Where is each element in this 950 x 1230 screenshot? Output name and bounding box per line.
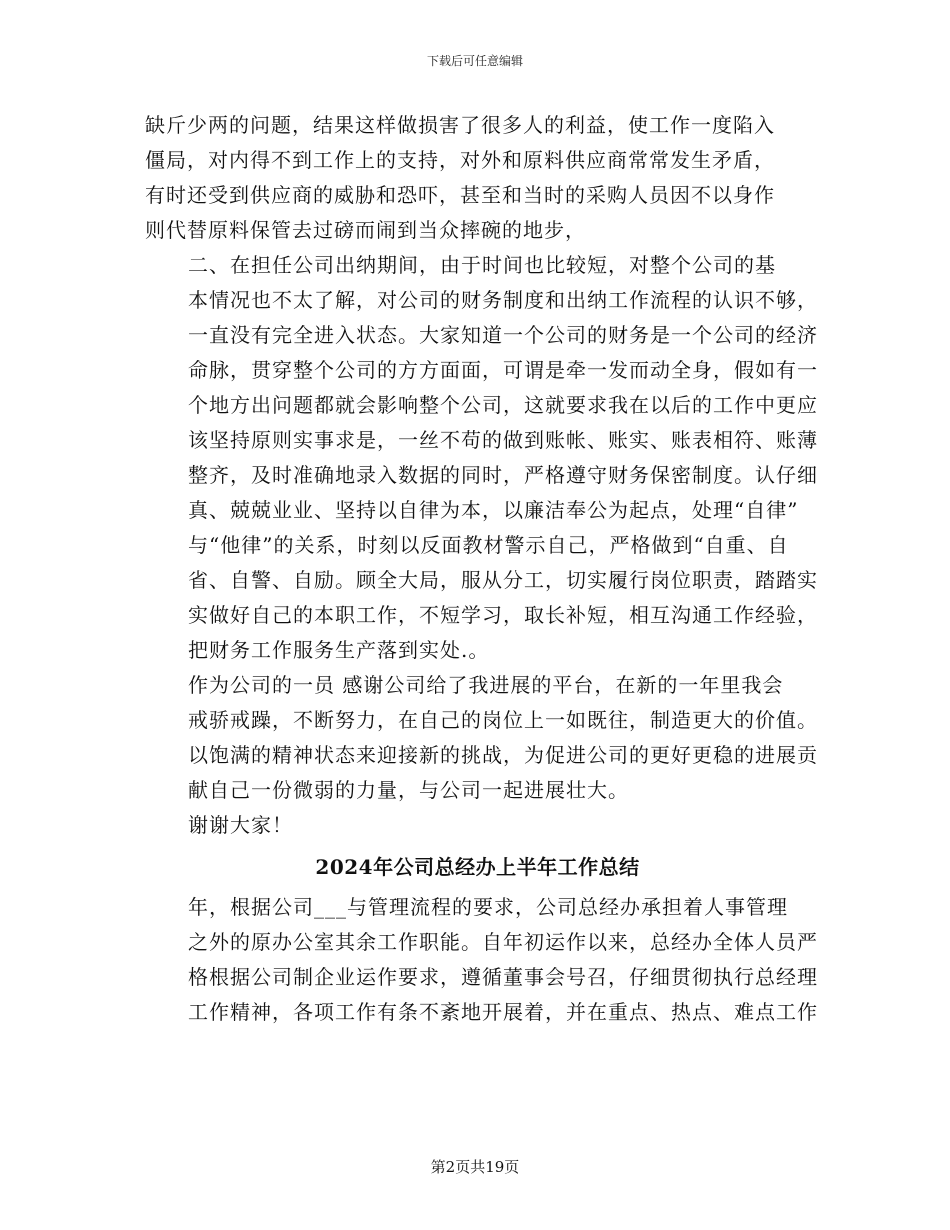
text-line: 有时还受到供应商的威胁和恐吓，甚至和当时的采购人员因不以身作 bbox=[145, 183, 775, 207]
text-line: 一直没有完全进入状态。大家知道一个公司的财务是一个公司的经济 bbox=[188, 323, 818, 347]
text-line: 把财务工作服务生产落到实处.。 bbox=[188, 638, 490, 662]
text-line: 工作精神，各项工作有条不紊地开展着，并在重点、热点、难点工作 bbox=[188, 1000, 818, 1024]
document-body bbox=[145, 108, 818, 1030]
text-line: 则代替原料保管去过磅而闹到当众摔碗的地步， bbox=[145, 218, 586, 242]
paragraph-thanks bbox=[145, 808, 810, 843]
text-line: 年，根据公司___与管理流程的要求，公司总经办承担着人事管理 bbox=[188, 895, 788, 919]
paragraph-closing bbox=[145, 668, 818, 808]
text-line: 格根据公司制企业运作要求，遵循董事会号召，仔细贯彻执行总经理 bbox=[188, 965, 818, 989]
paragraph-continuation bbox=[145, 108, 810, 248]
text-line: 整齐，及时准确地录入数据的同时，严格遵守财务保密制度。认仔细 bbox=[188, 463, 818, 487]
text-line: 命脉，贯穿整个公司的方方面面，可谓是牵一发而动全身，假如有一 bbox=[188, 358, 818, 382]
section-title: 2024年公司总经办上半年工作总结 bbox=[315, 855, 640, 879]
page-header bbox=[0, 52, 950, 69]
text-line: 谢谢大家！ bbox=[188, 813, 293, 837]
text-line: 缺斤少两的问题，结果这样做损害了很多人的利益，使工作一度陷入 bbox=[145, 113, 775, 137]
text-line: 真、兢兢业业、坚持以自律为本，以廉洁奉公为起点，处理“自律” bbox=[188, 498, 799, 522]
page-footer bbox=[0, 1156, 950, 1177]
text-line: 个地方出问题都就会影响整个公司，这就要求我在以后的工作中更应 bbox=[188, 393, 818, 417]
text-line: 作为公司的一员 感谢公司给了我进展的平台，在新的一年里我会 bbox=[188, 673, 784, 697]
header-text: 下载后可任意编辑 bbox=[426, 54, 523, 68]
text-line: 与“他律”的关系，时刻以反面教材警示自己，严格做到“自重、自 bbox=[188, 533, 789, 557]
text-line: 二、在担任公司出纳期间，由于时间也比较短，对整个公司的基 bbox=[188, 253, 776, 277]
text-line: 省、自警、自励。顾全大局，服从分工，切实履行岗位职责，踏踏实 bbox=[188, 568, 818, 592]
page-number: 第2页共19页 bbox=[430, 1158, 520, 1176]
text-line: 献自己一份微弱的力量，与公司一起进展壮大。 bbox=[188, 778, 629, 802]
text-line: 该坚持原则实事求是，一丝不苟的做到账帐、账实、账表相符、账薄 bbox=[188, 428, 818, 452]
paragraph-section-intro bbox=[145, 890, 818, 1030]
text-line: 戒骄戒躁，不断努力，在自己的岗位上一如既往，制造更大的价值。 bbox=[188, 708, 818, 732]
text-line: 之外的原办公室其余工作职能。自年初运作以来，总经办全体人员严 bbox=[188, 930, 818, 954]
paragraph-cashier bbox=[145, 248, 818, 668]
text-line: 实做好自己的本职工作，不短学习，取长补短，相互沟通工作经验， bbox=[188, 603, 818, 627]
text-line: 本情况也不太了解，对公司的财务制度和出纳工作流程的认识不够， bbox=[188, 288, 818, 312]
text-line: 以饱满的精神状态来迎接新的挑战，为促进公司的更好更稳的进展贡 bbox=[188, 743, 818, 767]
text-line: 僵局，对内得不到工作上的支持，对外和原料供应商常常发生矛盾， bbox=[145, 148, 775, 172]
